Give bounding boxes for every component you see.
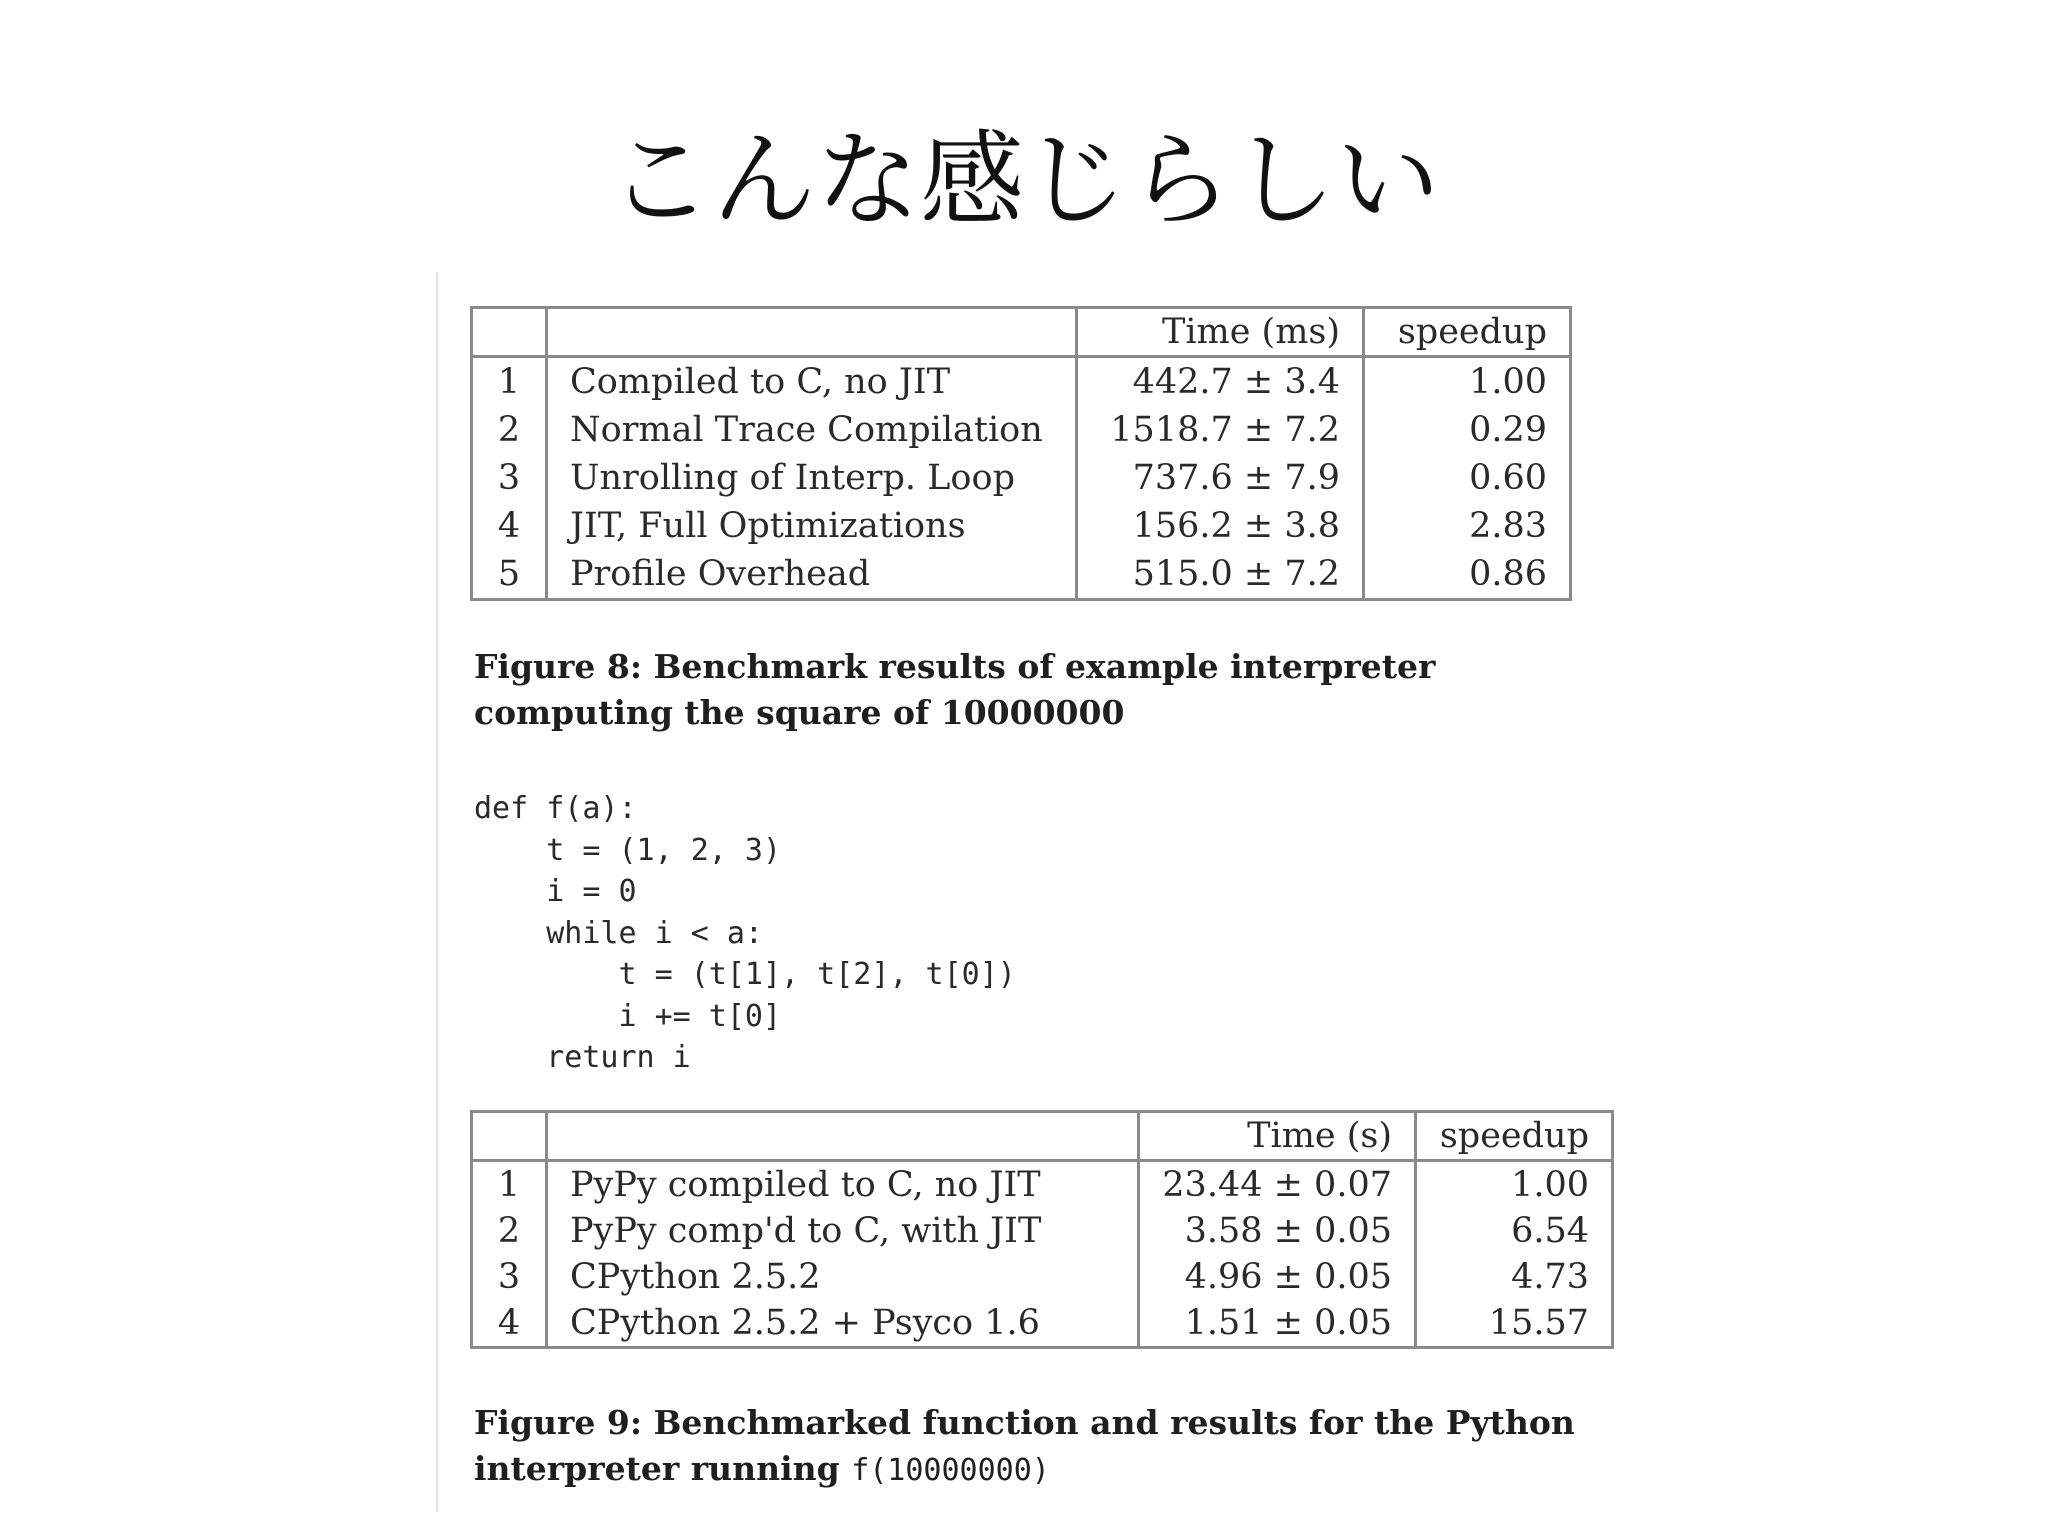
row-configuration: Normal Trace Compilation bbox=[547, 406, 1077, 454]
header-speedup: speedup bbox=[1364, 308, 1571, 357]
row-time: 737.6 ± 7.9 bbox=[1077, 454, 1364, 502]
table-row bbox=[472, 357, 1571, 407]
caption-code: f(10000000) bbox=[851, 1453, 1050, 1488]
row-configuration: PyPy comp'd to C, with JIT bbox=[547, 1208, 1139, 1254]
figure-9-caption bbox=[474, 1400, 1624, 1494]
row-speedup: 6.54 bbox=[1416, 1208, 1613, 1254]
code-line: t = (t[1], t[2], t[0]) bbox=[474, 957, 1016, 992]
paper-excerpt bbox=[436, 272, 1618, 1512]
row-configuration: CPython 2.5.2 bbox=[547, 1254, 1139, 1300]
row-speedup: 0.60 bbox=[1364, 454, 1571, 502]
row-configuration: CPython 2.5.2 + Psyco 1.6 bbox=[547, 1300, 1139, 1348]
row-configuration: Compiled to C, no JIT bbox=[547, 357, 1077, 407]
code-line: while i < a: bbox=[474, 915, 763, 951]
table-row bbox=[472, 502, 1571, 550]
table-row bbox=[472, 1254, 1613, 1300]
benchmark-table-figure-9 bbox=[470, 1110, 1614, 1349]
slide-title: こんな感じらしい bbox=[607, 119, 1440, 241]
code-line: t = (1, 2, 3) bbox=[474, 832, 782, 868]
row-configuration: Profile Overhead bbox=[547, 550, 1077, 600]
row-index: 4 bbox=[472, 502, 547, 550]
row-speedup: 0.86 bbox=[1364, 550, 1571, 600]
row-time: 4.96 ± 0.05 bbox=[1139, 1254, 1416, 1300]
header-speedup: speedup bbox=[1416, 1112, 1613, 1161]
table-row bbox=[472, 1300, 1613, 1348]
table-row bbox=[472, 1208, 1613, 1254]
header-configuration bbox=[547, 308, 1077, 357]
code-line: i = 0 bbox=[474, 874, 637, 909]
row-index: 2 bbox=[472, 406, 547, 454]
header-configuration bbox=[547, 1112, 1139, 1161]
header-index bbox=[472, 308, 547, 357]
table-row bbox=[472, 454, 1571, 502]
row-speedup: 4.73 bbox=[1416, 1254, 1613, 1300]
figure-8-caption: Figure 8: Benchmark results of example interpreter computing the square of 10000000 bbox=[474, 647, 1436, 732]
table-row bbox=[472, 550, 1571, 600]
row-index: 4 bbox=[472, 1300, 547, 1348]
header-time: Time (ms) bbox=[1077, 308, 1364, 357]
row-time: 1518.7 ± 7.2 bbox=[1077, 406, 1364, 454]
code-block bbox=[474, 788, 1016, 1079]
row-configuration: JIT, Full Optimizations bbox=[547, 502, 1077, 550]
row-index: 3 bbox=[472, 454, 547, 502]
row-index: 1 bbox=[472, 357, 547, 407]
row-index: 1 bbox=[472, 1161, 547, 1209]
table-row bbox=[472, 1161, 1613, 1209]
row-configuration: PyPy compiled to C, no JIT bbox=[547, 1161, 1139, 1209]
row-speedup: 1.00 bbox=[1416, 1161, 1613, 1209]
row-speedup: 2.83 bbox=[1364, 502, 1571, 550]
benchmark-table-figure-8 bbox=[470, 306, 1572, 601]
row-time: 23.44 ± 0.07 bbox=[1139, 1161, 1416, 1209]
row-index: 3 bbox=[472, 1254, 547, 1300]
row-time: 3.58 ± 0.05 bbox=[1139, 1208, 1416, 1254]
row-configuration: Unrolling of Interp. Loop bbox=[547, 454, 1077, 502]
table-header-row bbox=[472, 1112, 1613, 1161]
table-header-row bbox=[472, 308, 1571, 357]
caption-text: Figure 9: Benchmarked function and results for the Python interpreter running bbox=[474, 1403, 1575, 1488]
code-line: return i bbox=[474, 1040, 691, 1075]
row-time: 1.51 ± 0.05 bbox=[1139, 1300, 1416, 1348]
row-index: 5 bbox=[472, 550, 547, 600]
row-time: 515.0 ± 7.2 bbox=[1077, 550, 1364, 600]
row-speedup: 0.29 bbox=[1364, 406, 1571, 454]
row-speedup: 15.57 bbox=[1416, 1300, 1613, 1348]
table-row bbox=[472, 406, 1571, 454]
row-speedup: 1.00 bbox=[1364, 357, 1571, 407]
header-index bbox=[472, 1112, 547, 1161]
code-line: i += t[0] bbox=[474, 998, 782, 1034]
row-time: 156.2 ± 3.8 bbox=[1077, 502, 1364, 550]
code-line: def f(a): bbox=[474, 791, 637, 826]
row-time: 442.7 ± 3.4 bbox=[1077, 357, 1364, 407]
header-time: Time (s) bbox=[1139, 1112, 1416, 1161]
row-index: 2 bbox=[472, 1208, 547, 1254]
